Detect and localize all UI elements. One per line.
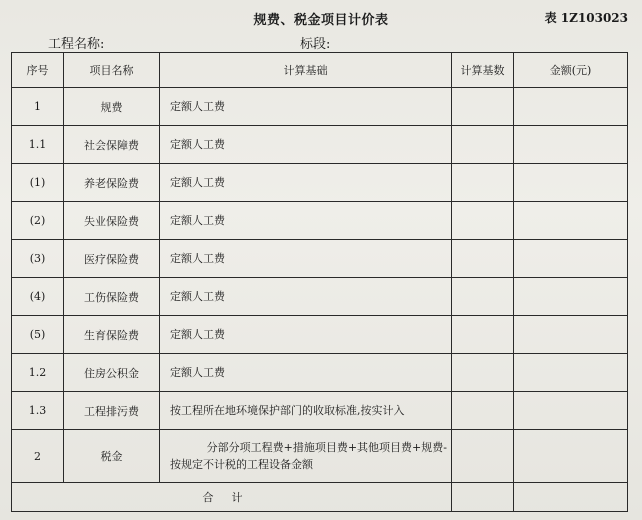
total-row [12, 483, 628, 512]
row-basis: 定额人工费 [160, 126, 452, 164]
row-basis: 定额人工费 [160, 88, 452, 126]
total-amount-cell [514, 483, 628, 512]
row-name: 工伤保险费 [64, 278, 160, 316]
table-header-row [12, 53, 628, 88]
row-no: 2 [12, 430, 64, 483]
row-basis: 定额人工费 [160, 164, 452, 202]
row-amount-cell [514, 430, 628, 483]
table-row [12, 88, 628, 126]
row-base-cell [452, 316, 514, 354]
row-no: 1.2 [12, 354, 64, 392]
section-label: 标段: [300, 37, 331, 52]
row-base-cell [452, 278, 514, 316]
row-basis: 按工程所在地环境保护部门的收取标准,按实计入 [160, 392, 452, 430]
row-base-cell [452, 164, 514, 202]
table-row [12, 354, 628, 392]
row-name: 失业保险费 [64, 202, 160, 240]
table-row [12, 126, 628, 164]
row-name: 社会保障费 [64, 126, 160, 164]
row-name: 税金 [64, 430, 160, 483]
row-basis-line: 分部分项工程费+措施项目费+其他项目费+规费- [206, 441, 447, 454]
col-header-amount: 金额(元) [514, 53, 628, 88]
fee-tax-table [11, 52, 628, 512]
row-basis: 定额人工费 [160, 240, 452, 278]
row-name: 医疗保险费 [64, 240, 160, 278]
row-basis: 定额人工费 [160, 202, 452, 240]
table-row [12, 240, 628, 278]
row-name: 生育保险费 [64, 316, 160, 354]
row-name: 规费 [64, 88, 160, 126]
row-base-cell [452, 88, 514, 126]
row-base-cell [452, 354, 514, 392]
row-no: (4) [12, 278, 64, 316]
row-no: (1) [12, 164, 64, 202]
row-amount-cell [514, 88, 628, 126]
row-basis-line: 按规定不计税的工程设备金额 [170, 458, 313, 471]
row-no: (2) [12, 202, 64, 240]
table-row [12, 202, 628, 240]
row-name: 工程排污费 [64, 392, 160, 430]
table-row [12, 430, 628, 483]
row-amount-cell [514, 392, 628, 430]
table-row [12, 392, 628, 430]
table-row [12, 278, 628, 316]
row-basis: 定额人工费 [160, 316, 452, 354]
row-amount-cell [514, 126, 628, 164]
row-base-cell [452, 240, 514, 278]
row-amount-cell [514, 240, 628, 278]
row-amount-cell [514, 316, 628, 354]
row-base-cell [452, 202, 514, 240]
col-header-name: 项目名称 [64, 53, 160, 88]
row-no: (5) [12, 316, 64, 354]
total-base-cell [452, 483, 514, 512]
project-name-label: 工程名称: [48, 37, 105, 52]
row-base-cell [452, 430, 514, 483]
row-amount-cell [514, 278, 628, 316]
row-basis [160, 430, 452, 483]
row-name: 养老保险费 [64, 164, 160, 202]
row-basis: 定额人工费 [160, 354, 452, 392]
col-header-no: 序号 [12, 53, 64, 88]
row-amount-cell [514, 164, 628, 202]
table-number: 表 1Z103023 [544, 11, 628, 25]
col-header-base: 计算基数 [452, 53, 514, 88]
col-header-basis: 计算基础 [160, 53, 452, 88]
row-no: 1.1 [12, 126, 64, 164]
row-amount-cell [514, 354, 628, 392]
row-no: 1.3 [12, 392, 64, 430]
row-base-cell [452, 126, 514, 164]
table-row [12, 164, 628, 202]
document-title: 规费、税金项目计价表 [253, 13, 389, 28]
row-base-cell [452, 392, 514, 430]
row-no: 1 [12, 88, 64, 126]
row-name: 住房公积金 [64, 354, 160, 392]
row-basis: 定额人工费 [160, 278, 452, 316]
row-amount-cell [514, 202, 628, 240]
table-row [12, 316, 628, 354]
row-no: (3) [12, 240, 64, 278]
total-label: 合计 [12, 483, 452, 512]
